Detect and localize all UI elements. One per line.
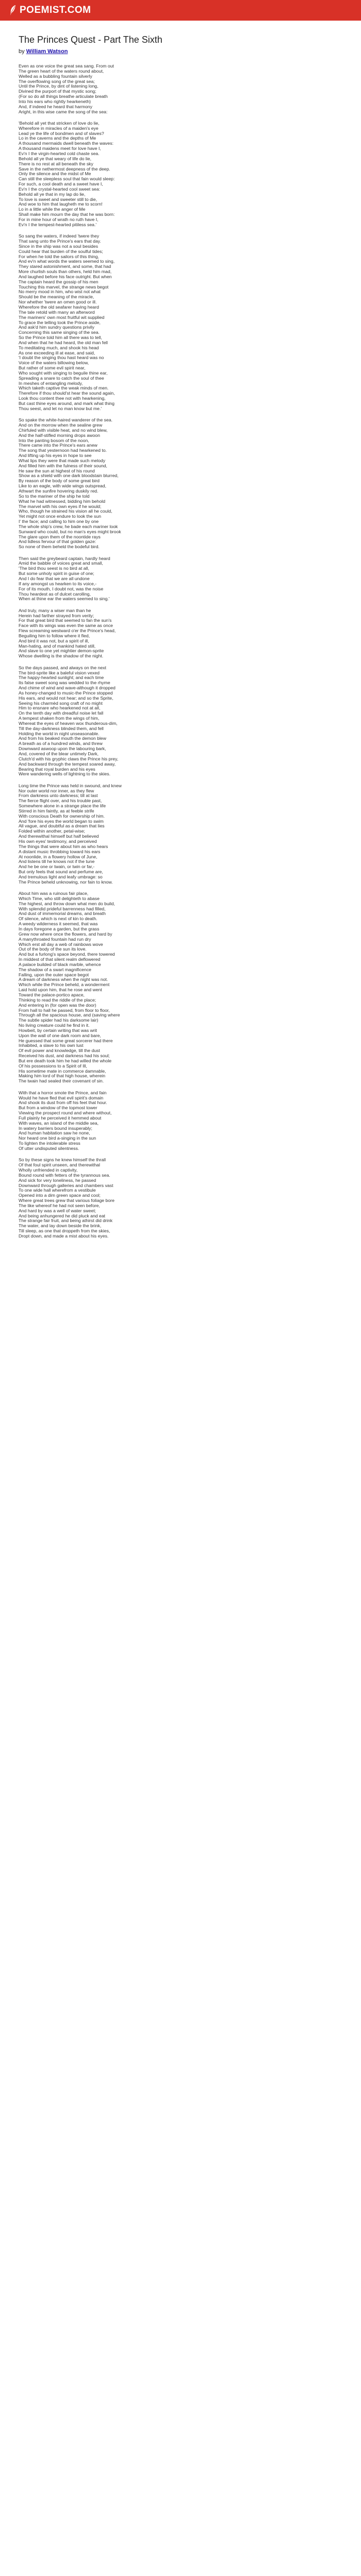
poem-line: And listens till he knows not if the tune [19,859,95,865]
poem-line: Ev'n I the virgin-hearted cold chaste sea. [19,151,100,156]
poem-line: To lighten the intolerable stress [19,1141,80,1146]
poem-line: Ev'n I the tempest-hearted pitiless sea.' [19,222,97,227]
poem-line: And 'fore his eyes the world began to swim [19,818,104,824]
poem-line: Wherefore the old seafarer having heard [19,304,99,310]
poem-line: His ears, and would not hear; and so the Sprite, [19,695,113,701]
poem-line: And lidless fervour of that golden gaze: [19,539,96,545]
poem-line: Howbeit, by certain writing that was writ [19,1027,97,1033]
poem-line: And tremulous light and leafy umbrage: so [19,874,103,879]
poem-line: Should be the meaning of the miracle, [19,294,94,300]
poem-body [19,64,343,1239]
poem-line: The shadow of a swart magnificence [19,967,92,972]
author-link[interactable]: William Watson [26,48,68,55]
poem-line: The water, and lay down beside the brink, [19,1223,102,1229]
poem-line: Wholly unfriended in captivity, [19,1167,78,1173]
poem-line: Which while the Prince beheld, a wonderment [19,982,110,988]
poem-line: And dust of immemorial dreams, and breath [19,911,106,917]
poem-line: 'The bird thou seest is no bird at all, [19,566,89,571]
poem-line: Show as a shield with one dark bloodstain blurred, [19,473,119,479]
logo-main: POEM [20,5,50,15]
poem-line: So spake the white-haired wanderer of the sea. [19,417,113,423]
poem-line: Laid hold upon him, that he rose and went [19,987,102,993]
poem-line: What lips they were that made such melody [19,457,106,463]
poem-line: Could hear that burden of the soulful tides; [19,248,103,254]
poem-line: Inhabited, a slave to his own lust [19,1043,84,1048]
poem-line: Lo in a little while the anger of Me [19,207,86,212]
poem-content [19,34,343,1245]
poem-line: A thousand maidens meet for love have I, [19,146,101,151]
poem-line: Where great trees grew that various foliage bore [19,1198,114,1204]
poem-line: The tale retold with many an afterword [19,309,95,315]
poem-line: Which taketh captive the weak minds of men. [19,385,109,391]
poem-line: Save in the nethermost deepness of the deep. [19,166,110,172]
poem-line: If any amongst us hearken to its voice,- [19,581,97,586]
poem-line: And shook its dust from off his feet that hour. [19,1100,107,1106]
poem-line: He saw the sun at highest of his round [19,468,95,473]
poem-line: And truly, many a wiser man than he [19,607,91,613]
poem-line: More churlish souls than others, held him mad, [19,269,112,275]
poem-line: Wherefore in miracles of a maiden's eye [19,125,99,131]
stanza [19,234,343,412]
poem-line: And when that he had heard, the old man fell [19,340,108,345]
poem-line: Bound round with fetters of the tyrannous sea. [19,1172,110,1178]
poem-line: And bird it was not, but a spirit of ill, [19,638,89,643]
poem-line: The like whereof he had not seen before, [19,1202,100,1208]
poem-line: So to the mariner of the ship he told [19,493,90,499]
poem-line: So by these signs he knew himself the thrall [19,1157,106,1163]
poem-line: And woe to him that laugheth me to scorn! [19,201,103,207]
poem-line: Can still the sleepless soul that fain would sleep: [19,176,115,182]
poem-line: A dream of darkness when the night was not. [19,977,108,982]
poem-line: In watery barriers bound insuperably; [19,1125,92,1131]
site-logo[interactable] [9,5,91,16]
logo-tail: IST.COM [49,5,91,15]
poem-line: For that great bird that seemed to fan the sun's [19,618,112,623]
poem-line: And ev'n what words the waters seemed to sing, [19,259,115,264]
poem-line: For in mine hour of wrath no ruth have I, [19,216,99,222]
poem-line: The strange fair fruit, and being athirst did drink [19,1218,113,1224]
poem-line: Ev'n I the crystal-hearted cool sweet sea: [19,186,101,192]
poem-line: The bird-sprite like a baleful vision vexed [19,670,100,675]
poem-line: There came into the Prince's ears anew [19,443,97,448]
logo-wordmark [20,5,91,16]
poem-line: Divined the purport of that mystic song; [19,89,96,94]
stanza [19,1091,343,1151]
poem-line: On the tenth day with dreadful noise let fall [19,710,104,716]
poem-line: Falling, upon the outer space begot [19,972,89,977]
poem-line: The captain heard the gossip of his men [19,279,99,284]
poem-line: But only feels that sound and perfume are, [19,869,103,875]
poem-line: But ere death took him he had willed the whole [19,1058,112,1063]
by-label: by [19,48,25,55]
poem-line: Sunward who could, but no man's eyes might brook [19,529,121,534]
poem-line: And, if indeed he heard that harmony [19,104,92,109]
poem-line: To meditating much, and shook his head [19,345,99,350]
poem-line: And being anhungered he did pluck and eat [19,1213,106,1218]
poem-line: As one exceeding ill at ease, and said, [19,350,95,355]
poem-line: The Prince beheld unknowing, nor fain to know. [19,879,113,885]
poem-line: Lo in the caverns and the depths of Me [19,135,96,141]
poem-line: Somewhere alone in a strange place the life [19,803,106,809]
poem-line: There is no rest at all beneath the sky [19,161,93,166]
poem-line: Who sought with singing to beguile thine ear, [19,370,108,376]
poem-line: The whole ship's crew, he bade each mariner look [19,523,118,529]
stanza [19,891,343,1084]
poem-line: Thou seest, and let no man know but me.' [19,405,102,411]
poem-line: The subtle spider had his darksome lair) [19,1018,99,1023]
poem-line: Clutch'd with his gryphic claws the Prince his prey, [19,756,119,761]
poem-line: Opened into a dim green space and cool; [19,1193,101,1198]
poem-line: In meshes of entangling melody, [19,380,83,386]
poem-line: With waves, an island of the middle sea, [19,1120,99,1126]
poem-line: Only the silence and the midst of Me [19,171,91,177]
poem-line: Whereat the eyes of heaven wox thunderous-dim, [19,720,118,726]
poem-line: 'Behold all yet that stricken of love do lie, [19,120,100,126]
poem-line: Its false sweet song was wedded to the rhyme [19,680,110,686]
poem-line: Would he have fled that evil spirit's domain [19,1095,104,1100]
poem-line: Downward through galleries and chambers vast [19,1182,113,1188]
poem-line: But rather of some evil spirit near, [19,365,86,371]
poem-line: The highest, and throw down what men do build, [19,901,115,906]
poem-line: So sang the waters, if indeed 'twere they [19,233,100,239]
poem-line: Which erst all day a web of rainbows wove [19,941,103,947]
poem-line: The song that yesternoon had hearkened to. [19,448,107,453]
poem-line: Him to ensnare who hearkened not at all, [19,705,101,711]
poem-line: Through all the spacious house, and (saving where [19,1012,120,1018]
poem-line: Behold all ye that weary of life do lie, [19,156,92,161]
poem-line: Welled as a bubbling fountain silverly [19,73,92,79]
poem-line: Spreading a snare to catch the soul of thee [19,375,104,381]
poem-line: But cast thine eyes around, and mark what thing [19,401,114,406]
poem-line: Thou heardest as of dulcet carolling, [19,591,91,597]
poem-line: Flew screaming westward o'er the Prince's head, [19,628,116,634]
poem-line: A palace builded of black marble, whence [19,961,101,967]
poem-line: Until the Prince, by dint of listening long, [19,83,99,89]
poem-line: And human habitation saw he none, [19,1130,90,1136]
poem-line: A weedy wilderness it seemed, that was [19,921,98,927]
poem-line: Which Time, who still delighteth to abase [19,895,100,901]
poem-line: Voice of the waters billowing below, [19,360,89,366]
poem-line: And entering in (for open was the door) [19,1002,96,1008]
stanza [19,556,343,602]
poem-line: Of that foul spirit unseen, and therewithal [19,1162,100,1168]
poem-line: And ask'd him sundry questions privily [19,325,95,330]
poem-line: Dropt down, and made a mist about his eyes. [19,1233,109,1239]
poem-line: 'I doubt the singing thou hast heard was no [19,355,104,361]
poem-line: Nor whether 'twere an omen good or ill. [19,299,97,305]
poem-line: Beguiling him to follow where it fled, [19,633,90,638]
poem-line: With that a horror smote the Prince, and fain [19,1090,107,1095]
poem-line: A tempest shaken from the wings of him, [19,716,100,721]
stanza [19,121,343,228]
poem-line: In days foregone a garden, but the grass [19,926,100,931]
poem-line: As honey-changed to music-the Prince stopped [19,690,113,696]
poem-line: No merry mood in him, who wist not what [19,289,101,295]
poem-line: What he had witnessed, bidding him behold [19,498,106,504]
poem-line: Behold all ye that in my lap do lie, [19,191,86,197]
poem-line: Touching this marvel, the strange news begot [19,284,109,290]
poem-line: Stirred in him faintly, as at feeble strife [19,808,94,814]
poem-line: Of his possessions to a Spirit of Ill, [19,1063,87,1069]
stanza [19,784,343,885]
poem-line: A distant music throbbing toward his ears [19,849,101,854]
poem-line: Of evil power and knowledge, till the dust [19,1048,100,1054]
poem-line: Out of the body of the sun its love. [19,946,87,952]
poem-line: About him was a ruinous fair place, [19,891,89,896]
poem-line: And backward through the tempest soared away, [19,761,116,767]
poem-line: And hard by was a well of water sweet; [19,1208,96,1213]
poem-line: The overflowing song of the great sea; [19,78,95,84]
poem-line: And laughed before his face outright. But when [19,274,112,279]
poem-line: With splendid prideful barrenness had filled, [19,906,106,911]
poem-line: And on the morrow when the sealine grew [19,422,103,428]
poem-line: Seeing his charmèd song craft of no might [19,700,103,706]
poem-line: Nor heard one bird a-singing in the sun [19,1136,96,1141]
poem-line: His sometime mate in commerce damnable, [19,1068,106,1074]
poem-line: And therewithal himself but half believed [19,834,99,839]
poem-line: To grace the telling took the Prince aside, [19,319,101,325]
poem-line: Toward the palace-portico apace, [19,992,85,997]
poem-line: Who, though he strained his vision all he could, [19,509,112,514]
poem-line: Look thou content thee not with hearkening, [19,396,106,401]
poem-line: And slave to one yet mightier demon-sprite [19,648,104,654]
stanza [19,418,343,550]
poem-line: Viewing the prospect round and where without, [19,1110,112,1116]
poem-line: Into the panting bosom of the noon, [19,437,89,443]
poem-title: The Princes Quest - Part The Sixth [19,35,162,45]
poem-line: (For so do all things breathe articulate breath [19,94,108,99]
poem-line: Thinking to read the riddle of the place; [19,997,96,1003]
poem-line: From hall to hall he passed, from floor to floor, [19,1007,110,1013]
poem-line: Were wandering wells of lightning to the skies. [19,771,111,777]
poem-line: For of its mouth, I doubt not, was the noise [19,586,104,591]
poem-line: And lifting up his eyes in hope to see [19,453,92,459]
poem-line: Then said the greybeard captain, hardly heard [19,555,110,561]
poem-line: Upon the wall of one dark room and bare, [19,1032,101,1038]
poem-line: The marvel with his own eyes if he would; [19,503,102,509]
poem-line: And I do fear that we are all undone [19,576,90,581]
poem-line: A manythroated fountain had run dry [19,936,91,942]
byline [19,48,343,55]
poem-line: Bearing that royal burden and his eyes [19,766,95,772]
poem-line: Man-hating, and of mankind hated still, [19,643,96,649]
poem-line: Into his ears who rightly hearkeneth) [19,98,91,104]
poem-line: All vague, and doubtful as a dream that lies [19,823,105,829]
poem-line: The green heart of the waters round about, [19,68,104,74]
poem-line: And the half-stifled morning drops awoon [19,432,100,438]
feather-quill-icon [9,5,17,16]
poem-line: To love is sweet and sweeter still to die, [19,196,97,202]
poem-line: For when he told the sailors of this thing, [19,253,99,259]
stanza [19,64,343,114]
poem-line: So the Prince told him all there was to tell, [19,335,102,341]
poem-line: Folded within another, petal-wise; [19,828,85,834]
poem-line: Therefore if thou should'st hear the sound again, [19,391,115,396]
stanza [19,666,343,777]
poem-line: To one wide hall wherefrom a vestibule [19,1188,96,1193]
poem-line: The mariners' own most fruitful wit supplied [19,314,105,320]
stanza [19,608,343,659]
poem-line: He guessed that some great sorcerer had there [19,1038,113,1043]
poem-line: A breath as of a hundred winds, and threw [19,741,103,747]
poem-line: A thousand mermaids dwell beneath the waves: [19,141,113,146]
poem-line: And from his beaked mouth the demon blew [19,736,106,741]
poem-line: Chirfuled with visible heat, and no wind blew, [19,427,108,433]
poem-line: Since in the ship was not a soul besides [19,243,99,249]
poem-line: Amid the babble of voices great and small, [19,561,103,566]
poem-line: And he be one or twain, or twin or far,- [19,864,95,870]
poem-line: Even as one voice the great sea sang. From out [19,63,114,69]
poem-line: In middest of that silent realm deflowered [19,957,101,962]
poem-line: At noonlide, in a flowery hollow of June, [19,854,97,859]
stanza [19,1158,343,1239]
poem-line: From darkness unto darkness; till at last [19,793,98,799]
poem-line: For such, a cool death and a sweet have I, [19,181,103,187]
poem-line: Aright, in this wise came the song of the sea: [19,109,108,114]
poem-line: His own eyes' testimony, and perceived [19,839,97,844]
poem-line: Of utter undisputed silentness. [19,1145,79,1151]
poem-line: The glare upon them of the noontide rays [19,534,101,539]
poem-line: Athwart the sunfire hovering duskily red. [19,488,99,494]
poem-line: Making him lord of that high house, wherein [19,1073,106,1079]
poem-line: The things that were about him as who hears [19,843,108,849]
poem-line: Of silence, which is next of kin to death. [19,916,97,922]
poem-line: Whose dwelling is the shadow of the night. [19,653,104,659]
poem-line: So the days passed, and always on the next [19,665,107,670]
poem-line: No living creature could he find in it. [19,1023,90,1028]
poem-line: The fierce flight over, and his trouble past, [19,798,102,804]
poem-line: Received his dust, and darkness had his soul; [19,1053,110,1059]
poem-line: They stared astonishment, and some, that had [19,264,111,269]
poem-line: When at thine ear the waters seemed to sing.' [19,596,110,602]
poem-line: Grew now where once the flowers, and hard by [19,931,112,937]
poem-line: I' the face; and calling to him one by one [19,519,99,524]
poem-line: Yet might not once endure to look the sun [19,514,102,519]
poem-line: And, covered of the blear untimely Dark, [19,751,99,756]
poem-line: The happy-hearted sunlight; and each time [19,675,104,681]
poem-line: Holding the world in night unseasonable. [19,731,100,736]
poem-line: But from a window of the topmost tower [19,1105,97,1111]
poem-line: But some unholy spirit in guise of one; [19,571,94,577]
poem-line: Downward aswoop upon the labouring bark, [19,746,106,752]
poem-line: The twain had sealed their covenant of sin. [19,1078,104,1084]
poem-line: Till sleep, as one that droppeth from the skies, [19,1228,110,1234]
poem-line: And chime of wind and wave-although it dropped [19,685,116,691]
poem-line: With conscious Death for ownership of him. [19,813,105,819]
poem-line: Till the day-darkness blinded them, and fell [19,725,104,731]
poem-line: And filled him with the fulness of their sound, [19,463,107,468]
site-header [0,0,361,21]
poem-line: Lead ye the life of bondmen and of slaves? [19,130,104,136]
poem-line: Long time the Prince was held in swound, and knew [19,783,122,788]
poem-line: Herein had farther strayed from verity; [19,613,94,618]
poem-line: Like to an eagle, with wide wings outspread, [19,483,106,489]
poem-line: That sang unto the Prince's ears that day. [19,239,101,244]
poem-line: Nor outer world nor inner, as they flew [19,788,94,793]
poem-line: Face with its wings was even the same as once [19,623,113,629]
poem-line: Concerning this same singing of the sea. [19,330,100,335]
poem-line: Full plainly he perceived it hemmed about [19,1115,102,1121]
poem-line: And sick for very loneliness, he passed [19,1177,96,1183]
poem-line: So none of them beheld the bodeful bird. [19,544,100,550]
poem-line: And but a furlong's space beyond, there towered [19,952,115,957]
poem-line: By reason of the body of some great bird [19,478,100,484]
poem-line: Shall make him mourn the day that he was born: [19,212,115,217]
